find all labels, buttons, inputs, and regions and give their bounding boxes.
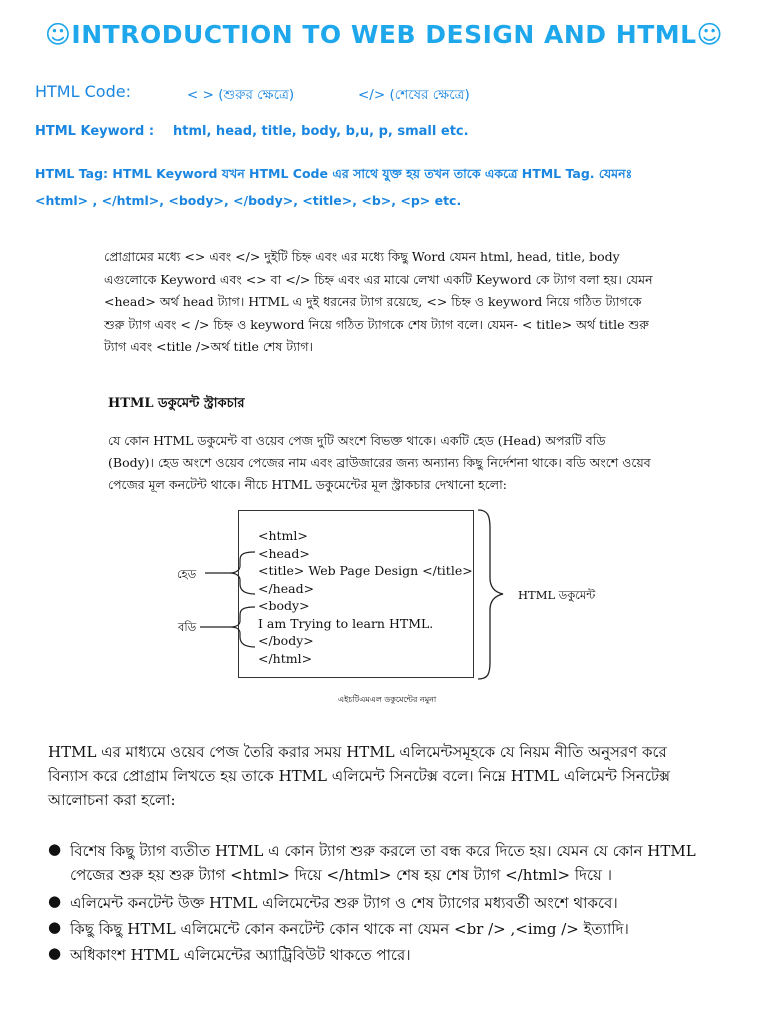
syntax-line: আলোচনা করা হলো: — [48, 791, 176, 809]
syntax-line: HTML এর মাধ্যমে ওয়েব পেজ তৈরি করার সময় HTML এলিমেন্টসমূহকে যে নিয়ম নীতি অনুসরণ করে — [48, 743, 667, 761]
intro-line: <head> অর্থ head ট্যাগ। HTML এ দুই ধরনের ট্যাগ রয়েছে, <> চিহ্ন ও keyword নিয়ে গঠিত ট্যাগকে — [104, 294, 642, 309]
html-keyword-label: HTML Keyword : — [35, 124, 155, 139]
code-line: <head> — [258, 545, 310, 561]
html-keyword-value: html, head, title, body, b,u, p, small etc. — [173, 124, 469, 139]
structure-paragraph — [108, 430, 720, 496]
bullet-dot-icon: ● — [48, 944, 62, 962]
head-label: হেড — [177, 567, 197, 581]
page-title: ☺INTRODUCTION TO WEB DESIGN AND HTML☺ — [44, 20, 724, 49]
structure-line: যে কোন HTML ডকুমেন্ট বা ওয়েব পেজ দুটি অংশে বিভক্ত থাকে। একটি হেড (Head) অপরটি বডি — [108, 433, 606, 448]
intro-line: শুরু ট্যাগ এবং < /> চিহ্ন ও keyword নিয়ে গঠিত ট্যাগকে শেষ ট্যাগ বলে। যেমন- < title> অর্থ title শুরু — [104, 316, 649, 332]
body-label: বডি — [178, 620, 197, 634]
intro-paragraph — [104, 246, 704, 359]
syntax-line: বিন্যাস করে প্রোগ্রাম লিখতে হয় তাকে HTML এলিমেন্ট সিনটেক্স বলে। নিম্নে HTML এলিমেন্ট সিনটেক্স — [48, 767, 671, 785]
structure-line: পেজের মূল কনটেন্ট থাকে। নীচে HTML ডকুমেন্টের মূল স্ট্রাকচার দেখানো হলো: — [108, 477, 507, 492]
code-line: <title> Web Page Design </title> — [258, 563, 473, 578]
bullet-text-continued: পেজের শুরু হয় শুরু ট্যাগ <html> দিয়ে </html> শেষ হয় শেষ ট্যাগ </html> দিয়ে । — [70, 866, 612, 884]
html-tag-examples: <html> , </html>, <body>, </body>, <title>, <b>, <p> etc. — [35, 193, 462, 208]
html-keyword-row — [35, 124, 469, 139]
html-document-label: HTML ডকুমেন্ট — [518, 588, 596, 602]
code-line: <html> — [258, 528, 308, 543]
code-line: <body> — [258, 598, 310, 613]
intro-line: ট্যাগ এবং <title />অর্থ title শেষ ট্যাগ। — [104, 339, 313, 354]
structure-line: (Body)। হেড অংশে ওয়েব পেজের নাম এবং ব্রাউজারের জন্য অন্যান্য কিছু নির্দেশনা থাকে। বডি অংশে ওয়েব — [108, 455, 651, 470]
bullet-text: কিছু কিছু HTML এলিমেন্টে কোন কনটেন্ট কোন থাকে না যেমন <br /> ,<img /> ইত্যাদি। — [70, 920, 629, 938]
syntax-paragraph — [48, 740, 728, 812]
bullet-text: অধিকাংশ HTML এলিমেন্টের অ্যাট্রিবিউট থাকতে পারে। — [70, 946, 411, 964]
bullet-dot-icon: ● — [48, 840, 62, 858]
bullet-dot-icon: ● — [48, 918, 62, 936]
code-sample-lines — [258, 527, 473, 667]
intro-line: এগুলোকে Keyword এবং <> বা </> চিহ্ন এবং এর মাঝে লেখা একটি Keyword কে ট্যাগ বলা হয়। যেমন — [104, 271, 653, 287]
bullet-text: বিশেষ কিছু ট্যাগ ব্যতীত HTML এ কোন ট্যাগ শুরু করলে তা বন্ধ করে দিতে হয়। যেমন যে কোন HTML — [70, 842, 696, 860]
structure-heading: HTML ডকুমেন্ট স্ট্রাকচার — [108, 396, 245, 411]
html-code-close: </> (শেষের ক্ষেত্রে) — [358, 87, 470, 103]
code-line: </html> — [258, 650, 313, 666]
bullet-dot-icon: ● — [48, 892, 62, 910]
bullet-text: এলিমেন্ট কনটেন্ট উক্ত HTML এলিমেন্টের শুরু ট্যাগ ও শেষ ট্যাগের মধ্যবর্তী অংশে থাকবে। — [70, 894, 618, 912]
html-tag-definition: HTML Tag: HTML Keyword যখন HTML Code এর সাথে যুক্ত হয় তখন তাকে একত্রে HTML Tag. যেমনঃ — [35, 166, 633, 181]
intro-line: প্রোগ্রামের মধ্যে <> এবং </> দুইটি চিহ্ন এবং এর মধ্যে কিছু Word যেমন html, head, title, body — [104, 249, 620, 264]
document-brace — [478, 510, 503, 679]
html-code-label: HTML Code: — [35, 82, 131, 101]
html-code-open: < > (শুরুর ক্ষেত্রে) — [187, 87, 295, 103]
code-line: I am Trying to learn HTML. — [258, 615, 434, 631]
code-line: </body> — [258, 633, 314, 648]
code-line: </head> — [258, 580, 315, 596]
diagram-caption: এইচটিএমএল ডকুমেন্টের নমুনা — [338, 695, 437, 704]
